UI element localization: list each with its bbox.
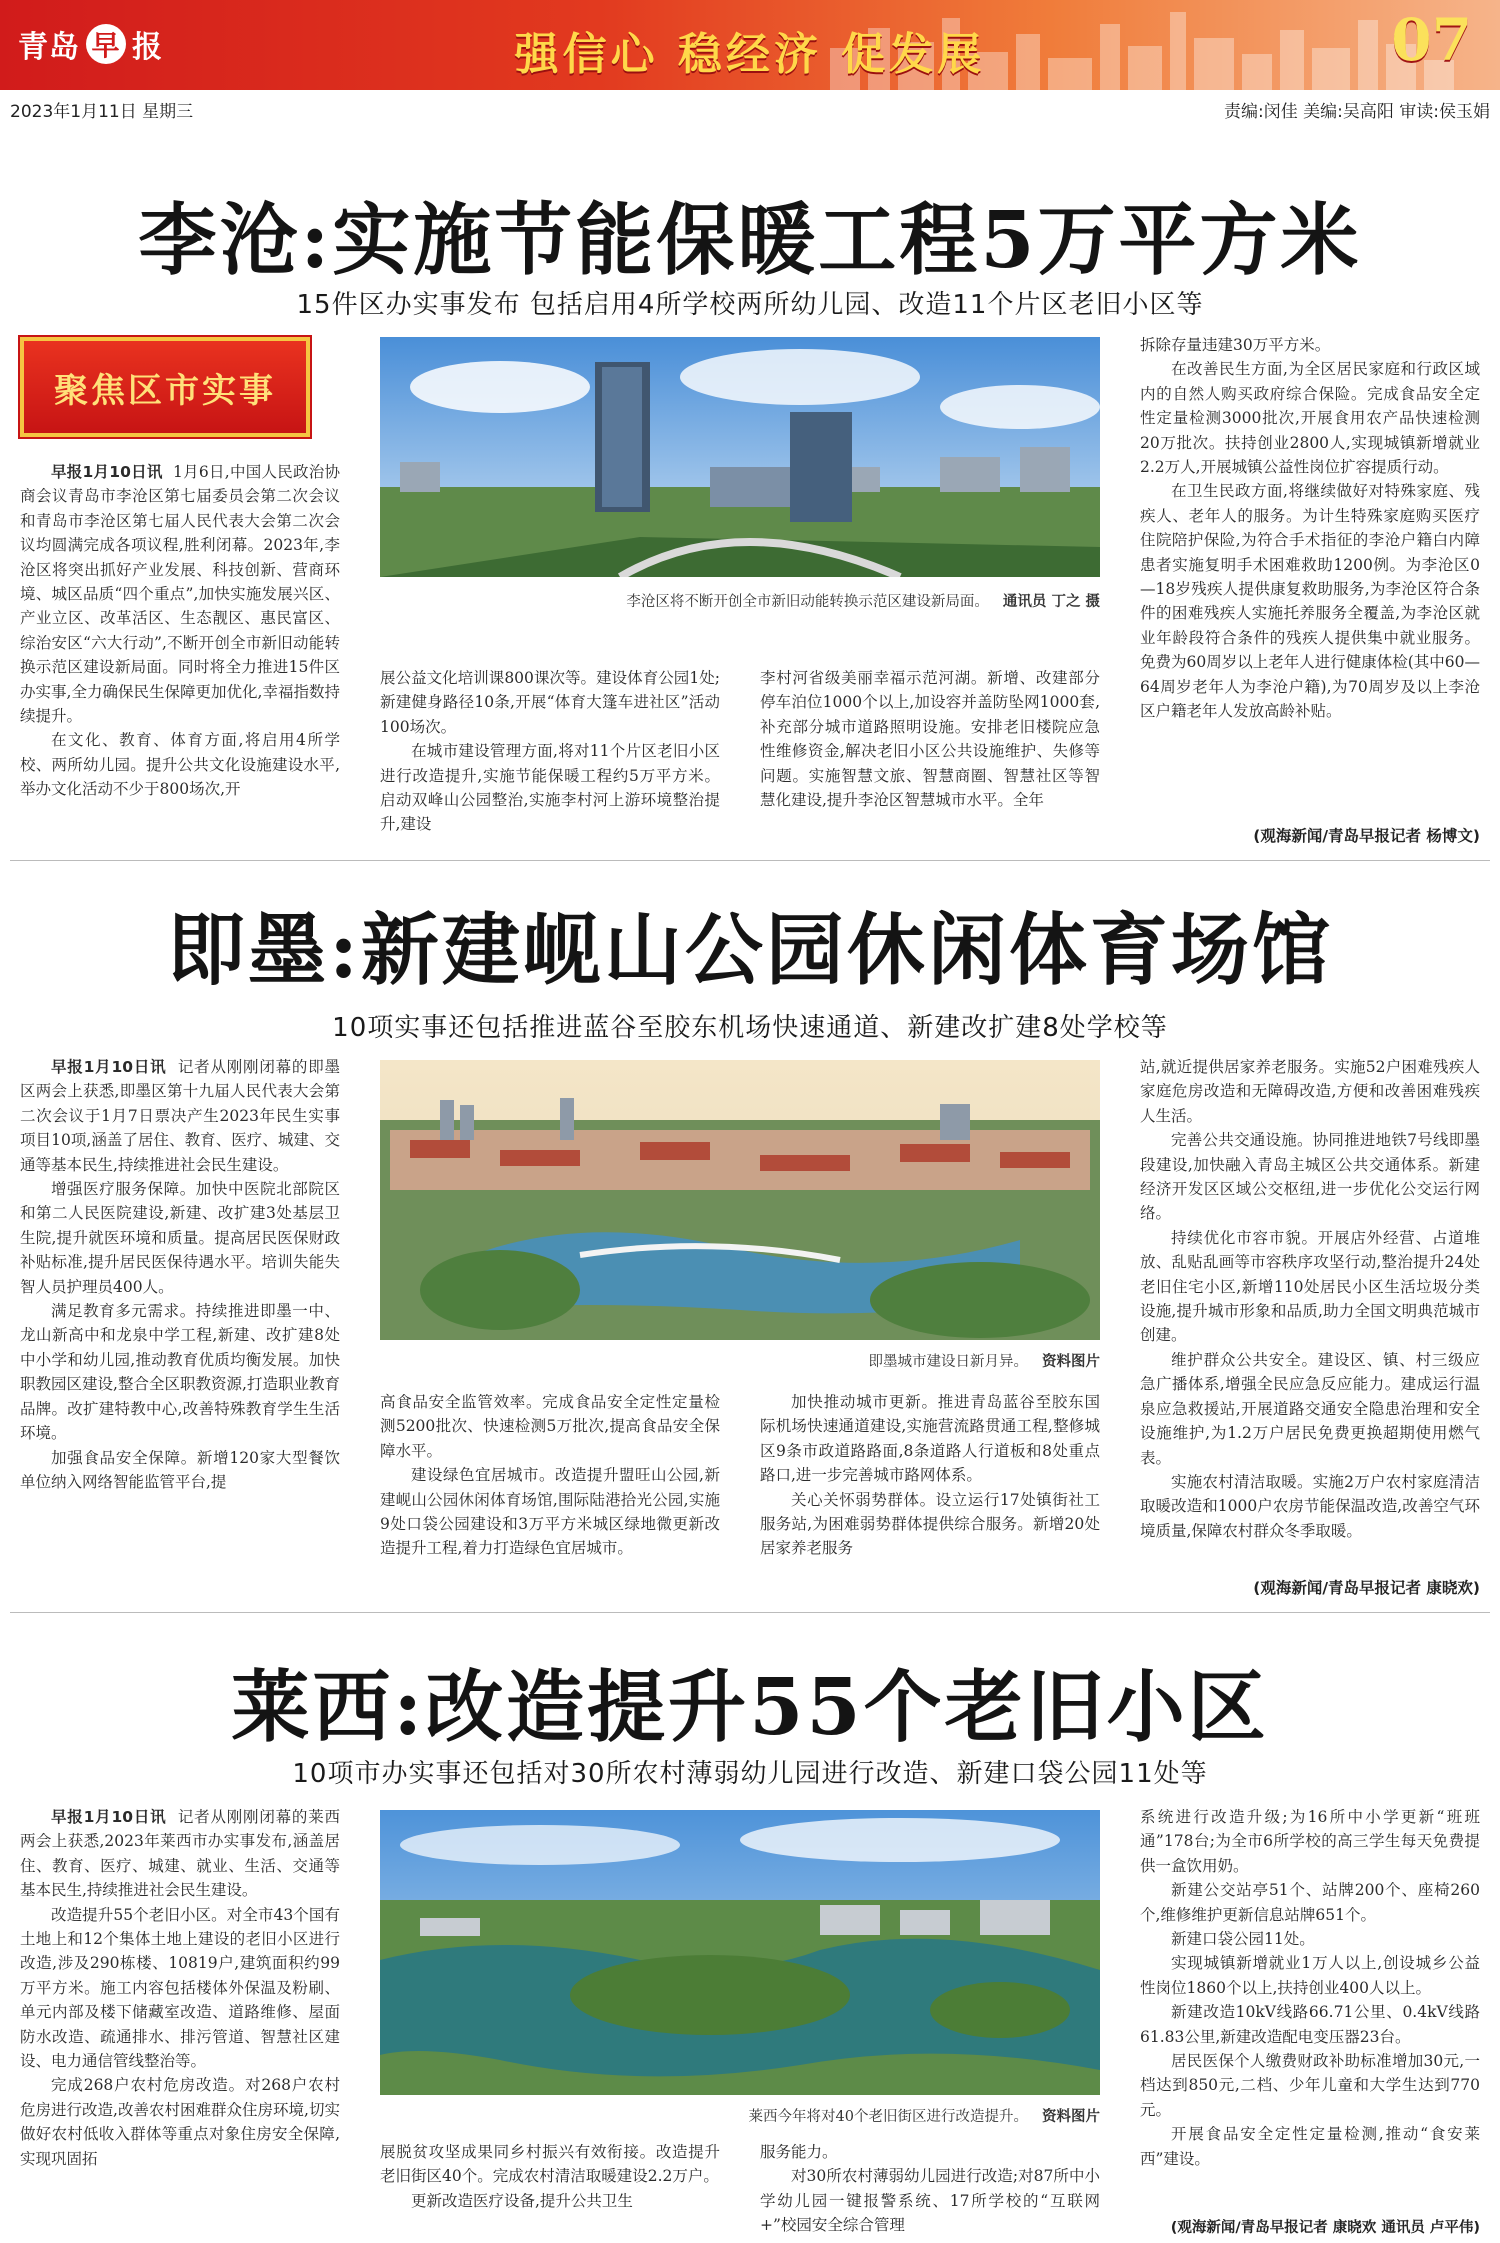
paragraph: 在文化、教育、体育方面,将启用4所学校、两所幼儿园。提升公共文化设施建设水平,举办文化活动不少于800场次,开	[20, 731, 340, 799]
caption-text: 即墨城市建设日新月异。	[868, 1354, 1028, 1370]
article-1-photo	[380, 337, 1100, 577]
paragraph: 完成268户农村危房改造。对268户农村危房进行改造,改善农村困难群众住房环境,切实做好农村低收入群体等重点对象住房安全保障,实现巩固拓	[20, 2076, 340, 2168]
paragraph: 记者从刚刚闭幕的莱西两会上获悉,2023年莱西市办实事发布,涵盖居住、教育、医疗、城建、就业、生活、交通等基本民生,持续推进社会民生建设。	[20, 1808, 340, 1900]
paragraph: 满足教育多元需求。持续推进即墨一中、龙山新高中和龙泉中学工程,新建、改扩建8处中小学和幼儿园,推动教育优质均衡发展。加快职教园区建设,整合全区职教资源,打造职业教育品牌。改扩建特教中心,改善特殊教育学生生活环境。	[20, 1302, 340, 1443]
paragraph: 站,就近提供居家养老服务。实施52户困难残疾人家庭危房改造和无障碍改造,方便和改善困难残疾人生活。	[1140, 1058, 1480, 1125]
article-2-column-4	[1140, 1055, 1480, 1577]
article-1-column-2	[380, 666, 720, 846]
article-2-column-2	[380, 1390, 720, 1600]
paragraph: 在卫生民政方面,将继续做好对特殊家庭、残疾人、老年人的服务。为计生特殊家庭购买医疗住院陪护保险,为符合手术指征的李沧户籍白内障患者实施复明手术困难救助1200例。为李沧区0—18岁残疾人提供康复救助服务,为李沧区符合条件的困难残疾人实施托养服务全覆盖,为李沧区就业年龄段符合条件的残疾人提供集中就业服务。免费为60周岁以上老年人进行健康体检(其中60—64周岁老年人为李沧户籍),为70周岁及以上李沧区户籍老年人发放高龄补贴。	[1140, 482, 1480, 721]
logo-text: 青岛	[18, 30, 80, 65]
photo-credit: 资料图片	[1042, 1354, 1100, 1370]
article-3-column-2	[380, 2140, 720, 2240]
article-3-column-1	[20, 1805, 340, 2243]
article-3-column-4	[1140, 1805, 1480, 2215]
paragraph: 增强医疗服务保障。加快中医院北部院区和第二人民医院建设,新建、改扩建3处基层卫生院,提升就医环境和质量。提高居民医保财政补贴标准,提升居民医保待遇水平。培训失能失智人员护理员400人。	[20, 1180, 340, 1296]
logo-mark: 早	[86, 24, 126, 64]
article-3-headline: 莱西:改造提升55个老旧小区	[231, 1662, 1269, 1753]
editor-credits: 责编:闵佳 美编:吴高阳 审读:侯玉娟	[1224, 102, 1490, 122]
paragraph: 记者从刚刚闭幕的即墨区两会上获悉,即墨区第十九届人民代表大会第二次会议于1月7日票决产生2023年民生实事项目10项,涵盖了居住、教育、医疗、城建、交通等基本民生,持续推进社会民生建设。	[20, 1058, 340, 1174]
dateline-lead: 早报1月10日讯	[51, 1058, 167, 1076]
paragraph: 新建公交站亭51个、站牌200个、座椅260个,维修维护更新信息站牌651个。	[1140, 1881, 1480, 1924]
photo-credit: 资料图片	[1042, 2109, 1100, 2125]
paragraph: 持续优化市容市貌。开展店外经营、占道堆放、乱贴乱画等市容秩序攻坚行动,整治提升24处老旧住宅小区,新增110处居民小区生活垃圾分类设施,提升城市形象和品质,助力全国文明典范城市创建。	[1140, 1228, 1480, 1345]
paragraph: 服务能力。	[760, 2143, 838, 2161]
city-skyline-photo	[380, 337, 1100, 577]
paragraph: 改造提升55个老旧小区。对全市43个国有土地上和12个集体土地上建设的老旧小区进行改造,涉及290栋楼、10819户,建筑面积约99万平方米。施工内容包括楼体外保温及粉刷、单元内部及楼下储藏室改造、道路维修、屋面防水改造、疏通排水、排污管道、智慧社区建设、电力通信管线整治等。	[20, 1905, 340, 2071]
article-1-column-1	[20, 460, 340, 845]
page-number: 07	[1391, 6, 1472, 74]
paragraph: 系统进行改造升级;为16所中小学更新“班班通”178台;为全市6所学校的高三学生每天免费提供一盒饮用奶。	[1140, 1808, 1480, 1875]
section-divider	[10, 1612, 1490, 1613]
masthead	[0, 0, 1500, 90]
photo-credit: 通讯员 丁之 摄	[1002, 594, 1100, 610]
paragraph: 加快推动城市更新。推进青岛蓝谷至胶东国际机场快速通道建设,实施营流路贯通工程,整修城区9条市政道路路面,8条道路人行道板和8处重点路口,进一步完善城市路网体系。	[760, 1393, 1100, 1485]
paragraph: 拆除存量违建30万平方米。	[1140, 336, 1331, 354]
article-3-caption	[380, 2105, 1100, 2126]
paragraph: 维护群众公共安全。建设区、镇、村三级应急广播体系,增强全民应急反应能力。建成运行温泉应急救援站,开展道路交通安全隐患治理和安全设施维护,为1.2万户居民免费更换超期使用燃气表。	[1140, 1350, 1480, 1467]
paragraph: 实施农村清洁取暖。实施2万户农村家庭清洁取暖改造和1000户农房节能保温改造,改善空气环境质量,保障农村群众冬季取暖。	[1140, 1472, 1480, 1540]
paragraph: 李村河省级美丽幸福示范河湖。新增、改建部分停车泊位1000个以上,加设容并盖防坠网1000套,补充部分城市道路照明设施。安排老旧楼院应急性维修资金,解决老旧小区公共设施维护、失修等问题。实施智慧文旅、智慧商圈、智慧社区等智慧化建设,提升李沧区智慧城市水平。全年	[760, 669, 1100, 810]
dateline-lead: 早报1月10日讯	[51, 1808, 167, 1826]
paragraph: 1月6日,中国人民政治协商会议青岛市李沧区第七届委员会第二次会议和青岛市李沧区第七届人民代表大会第二次会议均圆满完成各项议程,胜利闭幕。2023年,李沧区将突出抓好产业发展、科技创新、营商环境、城区品质“四个重点”,加快实施发展兴区、产业立区、改革活区、生态靓区、惠民富区、综治安区“六大行动”,不断开创全市新旧动能转换示范区建设新局面。同时将全力推进15件区办实事,全力确保民生保障更加优化,幸福指数持续提升。	[20, 463, 340, 726]
paragraph: 开展食品安全定性定量检测,推动“食安莱西”建设。	[1140, 2125, 1480, 2168]
paragraph: 完善公共交通设施。协同推进地铁7号线即墨段建设,加快融入青岛主城区公共交通体系。新建经济开发区区域公交枢纽,进一步优化公交运行网络。	[1140, 1131, 1480, 1223]
paragraph: 展脱贫攻坚成果同乡村振兴有效衔接。改造提升老旧街区40个。完成农村清洁取暖建设2.2万户。	[380, 2143, 720, 2186]
paragraph: 更新改造医疗设备,提升公共卫生	[411, 2191, 633, 2210]
paragraph: 新建口袋公园11处。	[1171, 1930, 1315, 1949]
article-1-column-3	[760, 666, 1100, 846]
article-3-photo	[380, 1810, 1100, 2095]
section-divider	[10, 860, 1490, 861]
article-1-caption	[380, 590, 1100, 611]
paragraph: 对30所农村薄弱幼儿园进行改造;对87所中小学幼儿园一键报警系统、17所学校的“互联网+”校园安全综合管理	[760, 2167, 1100, 2235]
article-1-subhead: 15件区办实事发布 包括启用4所学校两所幼儿园、改造11个片区老旧小区等	[296, 290, 1204, 320]
paragraph: 实现城镇新增就业1万人以上,创设城乡公益性岗位1860个以上,扶持创业400人以上。	[1140, 1954, 1480, 1997]
article-1-headline: 李沧:实施节能保暖工程5万平方米	[138, 195, 1362, 286]
article-2-column-3	[760, 1390, 1100, 1600]
paragraph: 展公益文化培训课800课次等。建设体育公园1处;新建健身路径10条,开展“体育大篷车进社区”活动100场次。	[380, 669, 720, 736]
city-park-photo	[380, 1060, 1100, 1340]
article-1-column-4	[1140, 333, 1480, 823]
article-2-subhead: 10项实事还包括推进蓝谷至胶东机场快速通道、新建改扩建8处学校等	[332, 1013, 1168, 1043]
lake-city-photo	[380, 1810, 1100, 2095]
paragraph: 在城市建设管理方面,将对11个片区老旧小区进行改造提升,实施节能保暖工程约5万平方米。启动双峰山公园整治,实施李村河上游环境整治提升,建设	[380, 742, 720, 834]
logo-tail: 报	[132, 30, 163, 65]
article-3-subhead: 10项市办实事还包括对30所农村薄弱幼儿园进行改造、新建口袋公园11处等	[292, 1759, 1208, 1789]
caption-text: 莱西今年将对40个老旧街区进行改造提升。	[748, 2109, 1028, 2125]
article-2-column-1	[20, 1055, 340, 1602]
section-kicker-banner: 聚焦区市实事	[20, 337, 310, 437]
paragraph: 高食品安全监管效率。完成食品安全定性定量检测5200批次、快速检测5万批次,提高食品安全保障水平。	[380, 1393, 720, 1460]
article-3-column-3	[760, 2140, 1100, 2240]
issue-date: 2023年1月11日 星期三	[10, 102, 194, 122]
article-2-headline: 即墨:新建岘山公园休闲体育场馆	[167, 905, 1333, 996]
caption-text: 李沧区将不断开创全市新旧动能转换示范区建设新局面。	[626, 594, 989, 610]
dateline-lead: 早报1月10日讯	[51, 463, 163, 481]
article-2-caption	[380, 1350, 1100, 1371]
section-slogan: 强信心 稳经济 促发展	[514, 29, 986, 80]
paragraph: 建设绿色宜居城市。改造提升盟旺山公园,新建岘山公园休闲体育场馆,围际陆港拾光公园,实施9处口袋公园建设和3万平方米城区绿地微更新改造提升工程,着力打造绿色宜居城市。	[380, 1466, 720, 1558]
paragraph: 新建改造10kV线路66.71公里、0.4kV线路61.83公里,新建改造配电变压器23台。	[1140, 2003, 1480, 2046]
paragraph: 加强食品安全保障。新增120家大型餐饮单位纳入网络智能监管平台,提	[20, 1448, 340, 1491]
article-3-byline: (观海新闻/青岛早报记者 康晓欢 通讯员 卢平伟)	[1170, 2220, 1480, 2236]
article-2-photo	[380, 1060, 1100, 1340]
article-1-byline: (观海新闻/青岛早报记者 杨博文)	[1253, 827, 1480, 845]
article-2-byline: (观海新闻/青岛早报记者 康晓欢)	[1253, 1579, 1480, 1597]
paragraph: 在改善民生方面,为全区居民家庭和行政区域内的自然人购买政府综合保险。完成食品安全定性定量检测3000批次,开展食用农产品快速检测20万批次。扶持创业2800人,实现城镇新增就业2.2万人,开展城镇公益性岗位扩容提质行动。	[1140, 360, 1480, 477]
paragraph: 关心关怀弱势群体。设立运行17处镇街社工服务站,为困难弱势群体提供综合服务。新增20处居家养老服务	[760, 1490, 1100, 1558]
paragraph: 居民医保个人缴费财政补助标准增加30元,一档达到850元,二档、少年儿童和大学生达到770元。	[1140, 2052, 1480, 2119]
